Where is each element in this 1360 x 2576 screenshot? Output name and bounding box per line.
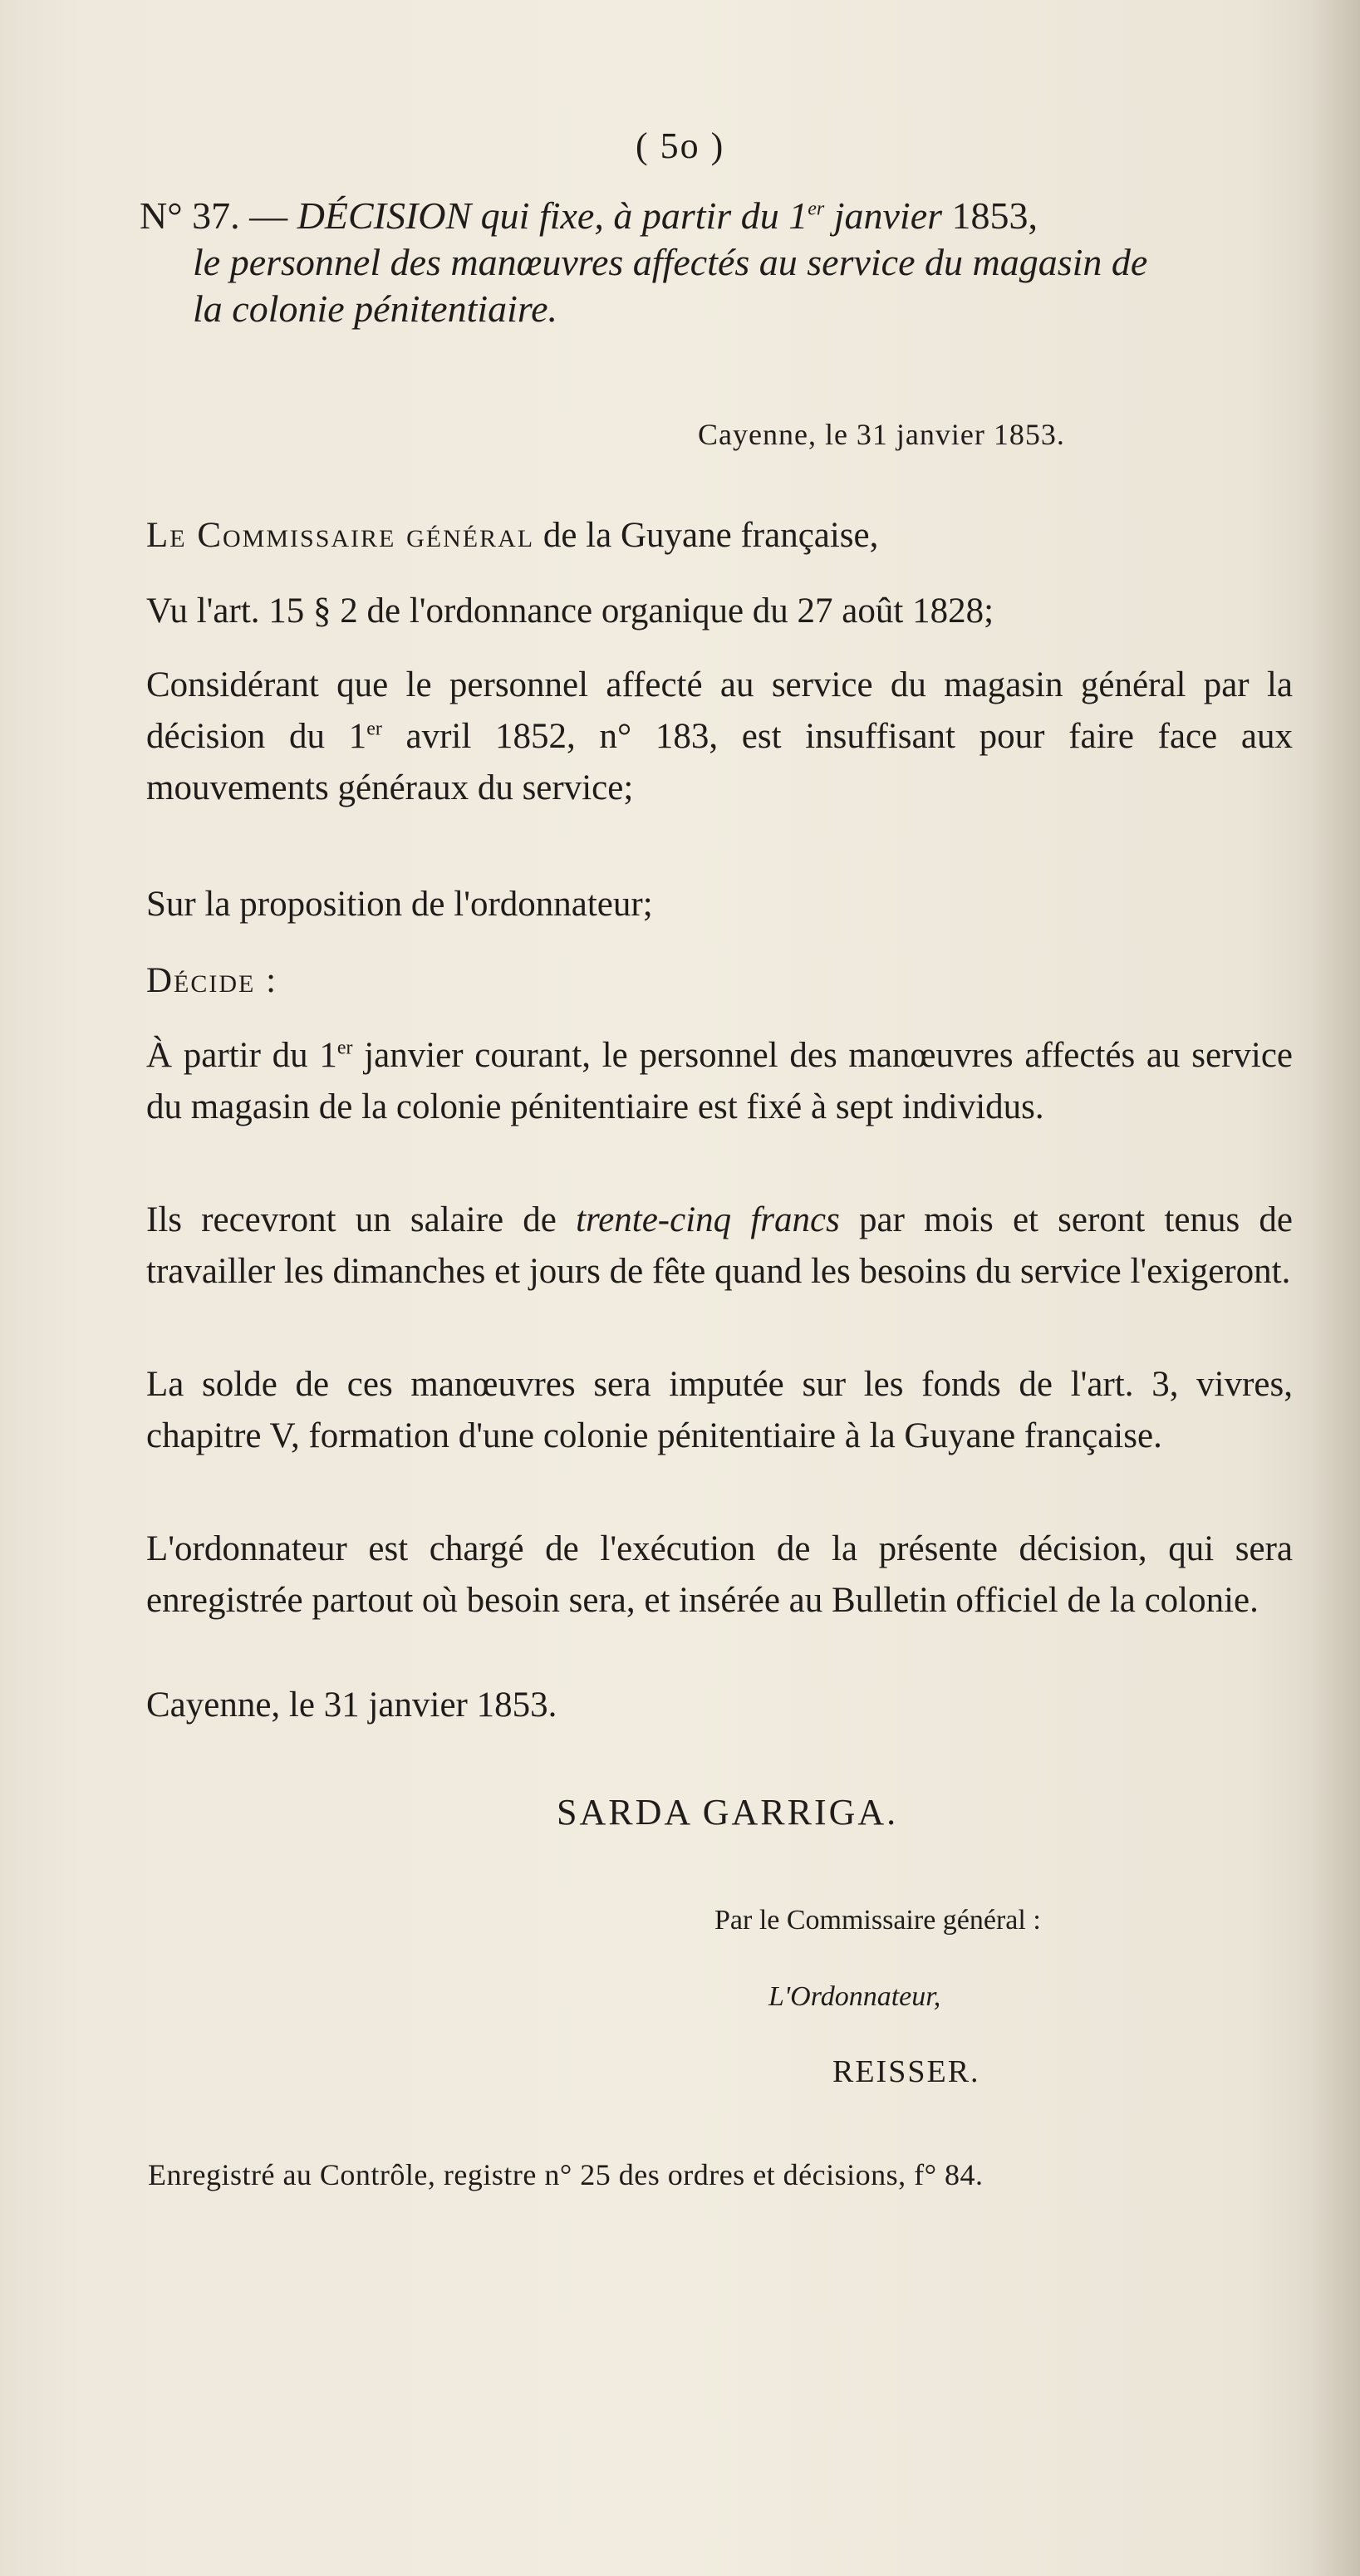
authority-title: Le Commissaire général [146, 516, 535, 555]
salaire-amount: trente-cinq francs [576, 1200, 840, 1239]
heading-day: 1 [788, 194, 808, 237]
partir-text-a: À partir du 1 [146, 1036, 337, 1075]
heading-sup: er [808, 198, 825, 220]
place-date-bottom: Cayenne, le 31 janvier 1853. [146, 1685, 557, 1725]
paragraph-a-partir [146, 1030, 1293, 1133]
heading-line-2: le personnel des manœuvres affectés au service du magasin de [193, 241, 1148, 283]
paragraph-proposition: Sur la proposition de l'ordonnateur; [146, 885, 653, 924]
considerant-text-a: Considérant que le personnel affecté au service du magasin général par la décision du 1 [146, 665, 1293, 756]
signature-ordonnateur: REISSER. [832, 2054, 980, 2089]
place-date-top: Cayenne, le 31 janvier 1853. [698, 418, 1065, 451]
countersign-label: Par le Commissaire général : [714, 1905, 1041, 1936]
paragraph-execution: L'ordonnateur est chargé de l'exécution de la présente décision, qui sera enregistrée partout où besoin sera, et insérée au Bulletin officiel de la colonie. [146, 1529, 1293, 1620]
paragraph-considerant [146, 660, 1293, 814]
paragraph-vu: Vu l'art. 15 § 2 de l'ordonnance organique du 27 août 1828; [146, 591, 994, 631]
authority-line [146, 510, 1293, 562]
decision-heading [140, 193, 1294, 239]
ordonnateur-title: L'Ordonnateur, [768, 1981, 941, 2012]
decision-number: N° 37. [140, 194, 240, 237]
registration-note: Enregistré au Contrôle, registre n° 25 des ordres et décisions, f° 84. [148, 2158, 984, 2191]
decision-title: DÉCISION [297, 194, 472, 237]
heading-year: 1853, [951, 194, 1038, 237]
authority-rest: de la Guyane française, [534, 516, 879, 555]
heading-month: janvier [824, 194, 952, 237]
page-edge-shadow [1310, 0, 1360, 2576]
heading-dash: — [239, 194, 297, 237]
signature-governor: SARDA GARRIGA. [557, 1792, 899, 1833]
salaire-text-a: Ils recevront un salaire de [146, 1200, 577, 1239]
heading-line-3: la colonie pénitentiaire. [193, 287, 558, 330]
page-number: ( 5o ) [636, 125, 725, 166]
heading-text-a: qui fixe, à partir du [471, 194, 789, 237]
considerant-sup: er [366, 718, 382, 740]
partir-sup: er [336, 1037, 353, 1059]
paragraph-decide: Décide : [146, 961, 278, 1000]
considerant-text-b: avril 1852, n° 183, est insuffisant pour faire face aux mouvements généraux du service; [146, 717, 1293, 807]
paragraph-solde: La solde de ces manœuvres sera imputée sur les fonds de l'art. 3, vivres, chapitre V, formation d'une colonie pénitentiaire à la Guyane française. [146, 1365, 1293, 1455]
paragraph-salaire [146, 1195, 1293, 1298]
partir-text-b: janvier courant, le personnel des manœuvres affectés au service du magasin de la colonie pénitentiaire est fixé à sept individus. [146, 1036, 1293, 1126]
salaire-text-b: par mois et seront tenus de travailler les dimanches et jours de fête quand les besoins du service l'exigeront. [146, 1200, 1293, 1291]
